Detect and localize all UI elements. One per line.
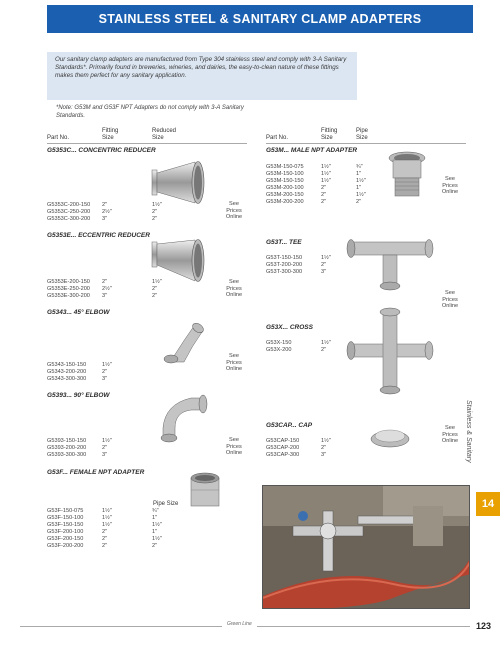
table-row: G5353E-200-150 2" 1½" [47, 279, 162, 285]
left-header-rule [47, 143, 247, 144]
table-row: G53M-200-100 2" 1" [266, 185, 362, 191]
table-row: G53F-200-150 2" 1½" [47, 536, 162, 542]
see-prices-link[interactable]: See Prices Online [441, 425, 459, 444]
tee-image [345, 238, 435, 293]
table-row: G53F-150-075 1½" ¾" [47, 508, 159, 514]
table-row: G5393-200-200 2" [47, 445, 108, 451]
see-prices-link[interactable]: See Prices Online [225, 201, 243, 220]
table-row: G5393-150-150 1½" [47, 438, 112, 444]
see-prices-link[interactable]: See Prices Online [225, 437, 243, 456]
table-row: G53M-150-100 1½" 1" [266, 171, 362, 177]
section-title-concentric-reducer: G5353C... CONCENTRIC REDUCER [47, 147, 156, 154]
table-row: G53T-150-150 1½" [266, 255, 331, 261]
table-row: G5393-300-300 3" [47, 452, 108, 458]
section-title-cap: G53CAP... CAP [266, 422, 313, 429]
elbow-45-image [160, 318, 210, 366]
table-45-elbow [47, 362, 152, 383]
section-title-cross: G53X... CROSS [266, 324, 313, 331]
left-header-part: Part No. [47, 135, 70, 141]
table-row: G5343-300-300 3" [47, 376, 108, 382]
left-header-fitting: Fitting Size [102, 128, 119, 141]
table-row: G5353C-300-200 3" 2" [47, 216, 158, 222]
compliance-note: *Note: G53M and G53F NPT Adapters do not comply with 3-A Sanitary Standards. [56, 105, 244, 119]
section-title-female-npt: G53F... FEMALE NPT ADAPTER [47, 469, 145, 476]
table-row: G53M-200-200 2" 2" [266, 199, 362, 205]
table-row: G53X-150 1½" [266, 340, 331, 346]
table-row: G53F-200-200 2" 2" [47, 543, 158, 549]
table-row: G5353C-250-200 2½" 2" [47, 209, 158, 215]
right-header-pipe: Pipe Size [356, 128, 369, 141]
left-header-reduced: Reduced Size [152, 128, 177, 141]
chapter-tab[interactable]: 14 [476, 492, 500, 516]
section-title-90-elbow: G5393... 90° ELBOW [47, 392, 110, 399]
table-concentric-reducer [47, 202, 162, 223]
concentric-reducer-image [150, 160, 210, 205]
section-title-eccentric-reducer: G5353E... ECCENTRIC REDUCER [47, 232, 150, 239]
section-title-male-npt: G53M... MALE NPT ADAPTER [266, 147, 358, 154]
table-row: G5353E-300-200 3" 2" [47, 293, 158, 299]
table-male-npt [266, 164, 366, 206]
page-banner: STAINLESS STEEL & SANITARY CLAMP ADAPTERS [47, 5, 473, 33]
eccentric-reducer-image [150, 238, 210, 283]
table-cross [266, 340, 331, 354]
footer-logo: Green Line [222, 621, 257, 627]
male-npt-adapter-image [385, 148, 430, 200]
table-row: G53CAP-300 3" [266, 452, 327, 458]
table-row: G5353E-250-200 2½" 2" [47, 286, 158, 292]
brewery-fittings-photo [262, 485, 470, 609]
table-row: G5343-200-200 2" [47, 369, 108, 375]
table-row: G53F-200-100 2" 1" [47, 529, 158, 535]
photo-illustration [263, 486, 470, 609]
female-npt-adapter-image [185, 470, 225, 510]
page-number: 123 [476, 621, 492, 631]
table-row: G53F-150-100 1½" 1" [47, 515, 158, 521]
table-row: G5353C-200-150 2" 1½" [47, 202, 162, 208]
sidebar-section-label: Stainless & Sanitary [465, 400, 472, 463]
see-prices-link[interactable]: See Prices Online [441, 176, 459, 195]
table-cap [266, 438, 331, 459]
table-row: G53T-200-200 2" [266, 262, 327, 268]
cap-image [368, 425, 413, 450]
right-header-fitting: Fitting Size [321, 128, 338, 141]
table-row: G53F-150-150 1½" 1½" [47, 522, 162, 528]
elbow-90-image [157, 390, 212, 445]
table-row: G5343-150-150 1½" [47, 362, 112, 368]
right-header-part: Part No. [266, 135, 289, 141]
see-prices-link[interactable]: See Prices Online [441, 290, 459, 309]
table-eccentric-reducer [47, 279, 162, 300]
table-row: G53M-200-150 2" 1½" [266, 192, 366, 198]
table-90-elbow [47, 438, 152, 459]
see-prices-link[interactable]: See Prices Online [225, 279, 243, 298]
table-row: G53T-300-300 3" [266, 269, 327, 275]
intro-paragraph: Our sanitary clamp adapters are manufactured from Type 304 stainless steel and comply with 3-A Sanitary Standards*. Primarily found in breweries, wineries, and dairies, the easy-to-clean nature of these fittings makes them perfect for any sanitary application. [47, 52, 357, 100]
table-row: G53M-150-150 1½" 1½" [266, 178, 366, 184]
table-tee [266, 255, 331, 276]
cross-image [345, 306, 435, 396]
female-npt-pipe-size-header: Pipe Size [153, 501, 179, 507]
see-prices-link[interactable]: See Prices Online [225, 353, 243, 372]
table-row: G53CAP-150 1½" [266, 438, 331, 444]
section-title-tee: G53T... TEE [266, 239, 302, 246]
right-header-rule [266, 143, 466, 144]
table-female-npt [47, 508, 162, 550]
table-row: G53M-150-075 1½" ¾" [266, 164, 363, 170]
section-title-45-elbow: G5343... 45° ELBOW [47, 309, 110, 316]
table-row: G53CAP-200 2" [266, 445, 327, 451]
table-row: G53X-200 2" [266, 347, 327, 353]
